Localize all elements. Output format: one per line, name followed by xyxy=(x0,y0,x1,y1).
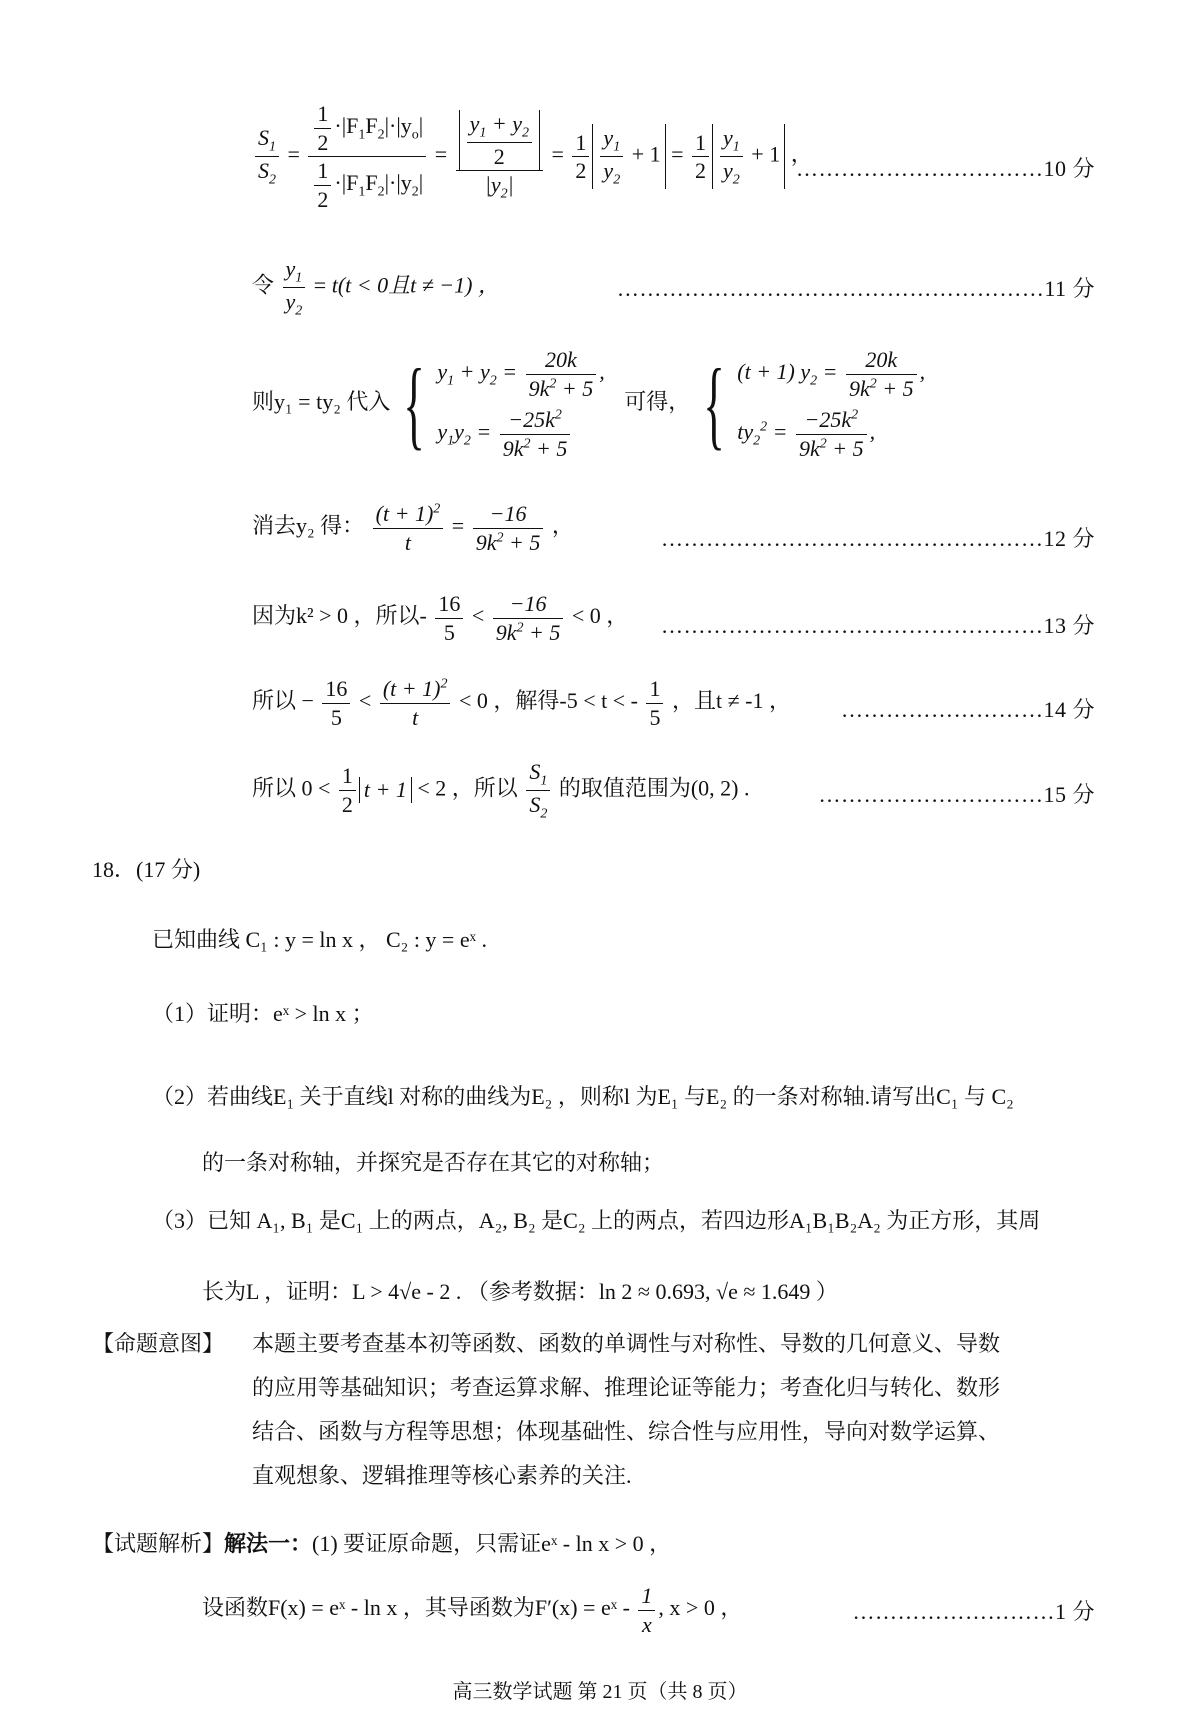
formula-line-10: $\frac{S_1}{S_2}$ = $\frac{1}{2}$ $\cdot|F_1F_2|\cdot|y_o|$ $\frac{1}{2}$ $\cdot|F_1F_2|\cdot|y_2|$ = $\frac{\frac{y_1 + y_2}{2}}{|y_2|}$ = $\frac{1}{2}$ $\frac{y_1}{y_2}$ + 1 = $\frac{1}{2}$ $\frac{y_1}{y_2}$ + 1 ， xyxy=(252,100,813,213)
problem-number: 18．(17 分) xyxy=(92,857,201,882)
intent-line-1: 本题主要考查基本初等函数、函数的单调性与对称性、导数的几何意义、导数 xyxy=(252,1331,1001,1356)
analysis-label: 【试题解析】 xyxy=(92,1531,225,1556)
question-3-line-1: （3）已知 A₁, B₁ 是C₁ 上的两点，A₂, B₂ 是C₂ 上的两点，若四边形A₁B₁B₂A₂ 为正方形，其周 xyxy=(152,1208,1041,1233)
intent-line-2: 的应用等基础知识；考查运算求解、推理论证等能力；考查化归与转化、数形 xyxy=(252,1375,1001,1400)
analysis-line-2: 设函数F(x) = eˣ - ln x ，其导函数为F′(x) = eˣ - $\frac{1}{x}$ , x > 0 ， xyxy=(202,1583,743,1637)
formula-substitution: 则y₁ = ty₂ 代入 { $y_1 + y_2$ = $\frac{20k}{9k^2 + 5}$ , $y_1y_2$ = $\frac{-25k^2}{9k^2 + 5}$ 可得， { (t + 1) $y_2$ = $\frac{20k}{9k^2 + 5}$ , $ty_2^2$ = $\frac{-25k^2}{9k^2 + 5}$ , xyxy=(252,347,926,461)
problem-stem: 已知曲线 C₁ : y = ln x ， C₂ : y = eˣ . xyxy=(152,927,487,952)
analysis-line-1: 【试题解析】解法一：(1) 要证原命题，只需证eˣ - ln x > 0 ， xyxy=(92,1531,672,1556)
page-footer: 高三数学试题 第 21 页（共 8 页） xyxy=(452,1681,748,1703)
points-11: …………………………………………………11 分 xyxy=(616,276,1095,301)
question-3-line-2: 长为L ，证明：L > 4√e - 2 . （参考数据：ln 2 ≈ 0.693, √e ≈ 1.649 ） xyxy=(202,1279,838,1304)
fraction-area-ratio: $\frac{1}{2}$ $\cdot|F_1F_2|\cdot|y_o|$ $\frac{1}{2}$ $\cdot|F_1F_2|\cdot|y_2|$ xyxy=(308,100,426,213)
question-1: （1）证明：eˣ > ln x ； xyxy=(152,1001,374,1026)
formula-line-15: 所以 0 < $\frac{1}{2}$ t + 1 < 2 ，所以 $\frac{S_1}{S_2}$ 的取值范围为(0, 2) . xyxy=(252,759,750,822)
points-13: ……………………………………………13 分 xyxy=(660,613,1095,638)
fraction-mid-ratio: $\frac{\frac{y_1 + y_2}{2}}{|y_2|}$ xyxy=(456,110,543,203)
intent-line-3: 结合、函数与方程等思想；体现基础性、综合性与应用性，导向对数学运算、 xyxy=(252,1419,1001,1444)
question-2-line-2: 的一条对称轴，并探究是否存在其它的对称轴； xyxy=(202,1150,665,1175)
points-14: ………………………14 分 xyxy=(840,697,1095,722)
points-10: ……………………………10 分 xyxy=(795,156,1095,181)
fraction-s1-s2: $\frac{S_1}{S_2}$ xyxy=(255,124,279,189)
formula-line-13: 因为k² > 0 ，所以- $\frac{16}{5}$ < $\frac{-16}{9k^2 + 5}$ < 0 ， xyxy=(252,591,629,645)
analysis-method: 解法一： xyxy=(224,1531,313,1556)
points-1: ………………………1 分 xyxy=(852,1599,1095,1624)
formula-line-11: 令 $\frac{y_1}{y_2}$ = t(t < 0且t ≠ −1) ， xyxy=(252,256,500,319)
points-12: ……………………………………………12 分 xyxy=(660,526,1095,551)
points-15: …………………………15 分 xyxy=(818,782,1095,807)
intent-label: 【命题意图】 xyxy=(92,1331,225,1356)
intent-line-4: 直观想象、逻辑推理等核心素养的关注. xyxy=(252,1463,632,1488)
question-2-line-1: （2）若曲线E₁ 关于直线l 对称的曲线为E₂ ，则称l 为E₁ 与E₂ 的一条对称轴.请写出C₁ 与 C₂ xyxy=(152,1084,1014,1109)
formula-line-12: 消去y₂ 得： $\frac{(t + 1)^2}{t}$ = $\frac{-16}{9k^2 + 5}$ ， xyxy=(252,501,574,555)
formula-line-14: 所以 − $\frac{16}{5}$ < $\frac{(t + 1)^2}{t}$ < 0 ，解得-5 < t < - $\frac{1}{5}$ ，且t ≠ -1 ， xyxy=(252,676,791,730)
